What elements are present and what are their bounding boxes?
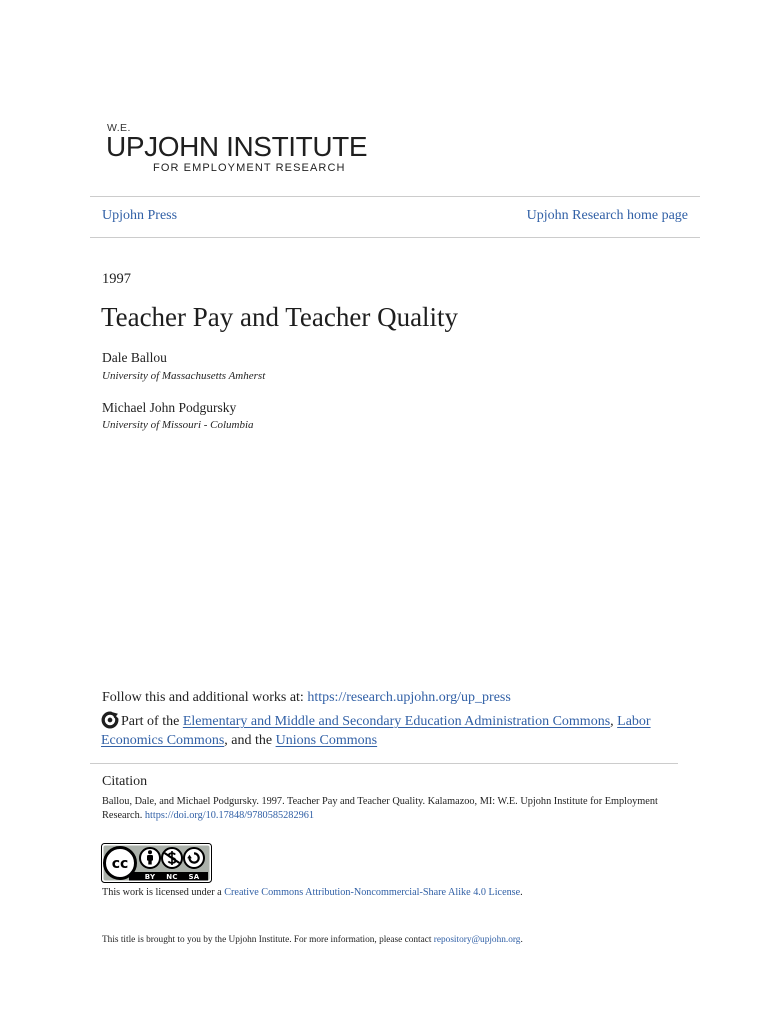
noncommercial-icon (162, 848, 182, 868)
header-divider-top (90, 196, 700, 197)
header-divider-bottom (90, 237, 700, 238)
cc-license-badge[interactable] (101, 843, 212, 883)
document-title: Teacher Pay and Teacher Quality (101, 302, 459, 332)
cc-badge-graphic (101, 843, 212, 883)
part-of-commons (101, 711, 667, 750)
creative-commons-icon (105, 848, 136, 879)
part-of-prefix: Part of the (121, 714, 183, 729)
commons-network-icon (101, 711, 119, 729)
doi-link[interactable]: https://doi.org/10.17848/9780585282961 (144, 809, 315, 821)
license-suffix: . (520, 887, 523, 898)
upjohn-research-home-link[interactable]: Upjohn Research home page (526, 208, 688, 223)
follow-label: Follow this and additional works at: (102, 690, 308, 705)
citation-heading: Citation (102, 774, 148, 789)
logo-tagline: FOR EMPLOYMENT RESEARCH (153, 162, 346, 174)
citation-divider (90, 763, 678, 764)
commons-separator: , (610, 714, 618, 729)
citation-text (102, 795, 674, 822)
footer-suffix: . (520, 935, 523, 945)
unions-commons-link[interactable]: Unions Commons (275, 733, 378, 748)
license-prefix: This work is licensed under a (102, 887, 225, 898)
upjohn-press-link[interactable]: Upjohn Press (102, 208, 178, 223)
logo-prefix: W.E. (107, 122, 131, 134)
citation-body: Ballou, Dale, and Michael Podgursky. 1997. Teacher Pay and Teacher Quality. Kalamazoo, MI: W.E. Upjohn Institute for Employment Research. (102, 796, 658, 821)
footer-note (102, 934, 523, 946)
upjohn-institute-logo[interactable] (100, 118, 375, 178)
badge-label-nc: NC (166, 873, 178, 881)
commons-network-icon-graphic (101, 711, 119, 729)
up-press-url-link[interactable]: https://research.upjohn.org/up_press (307, 690, 511, 705)
education-administration-commons-link[interactable]: Elementary and Middle and Secondary Education Administration Commons (182, 714, 611, 729)
repository-email-link[interactable]: repository@upjohn.org (433, 935, 521, 945)
labor-economics-commons-link[interactable]: Labor Economics Commons (101, 714, 651, 748)
author-affiliation: University of Massachusetts Amherst (102, 370, 266, 382)
footer-prefix: This title is brought to you by the Upjohn Institute. For more information, please contact (102, 935, 434, 945)
logo-name: UPJOHN INSTITUTE (106, 131, 368, 162)
author-name: Michael John Podgursky (102, 400, 237, 415)
site-nav (102, 207, 688, 225)
publication-year: 1997 (102, 271, 131, 287)
author-name: Dale Ballou (102, 350, 167, 365)
cc-license-link[interactable]: Creative Commons Attribution-Noncommercial-Share Alike 4.0 License (224, 887, 521, 898)
author-affiliation: University of Missouri - Columbia (102, 419, 254, 431)
license-statement (102, 887, 523, 899)
share-alike-icon (184, 848, 204, 868)
attribution-icon (140, 848, 160, 868)
commons-conjunction: , and the (224, 733, 276, 748)
cc-glyph: cc (111, 856, 129, 872)
follow-line (102, 689, 511, 707)
badge-label-by: BY (144, 873, 156, 881)
badge-label-sa: SA (188, 873, 200, 881)
